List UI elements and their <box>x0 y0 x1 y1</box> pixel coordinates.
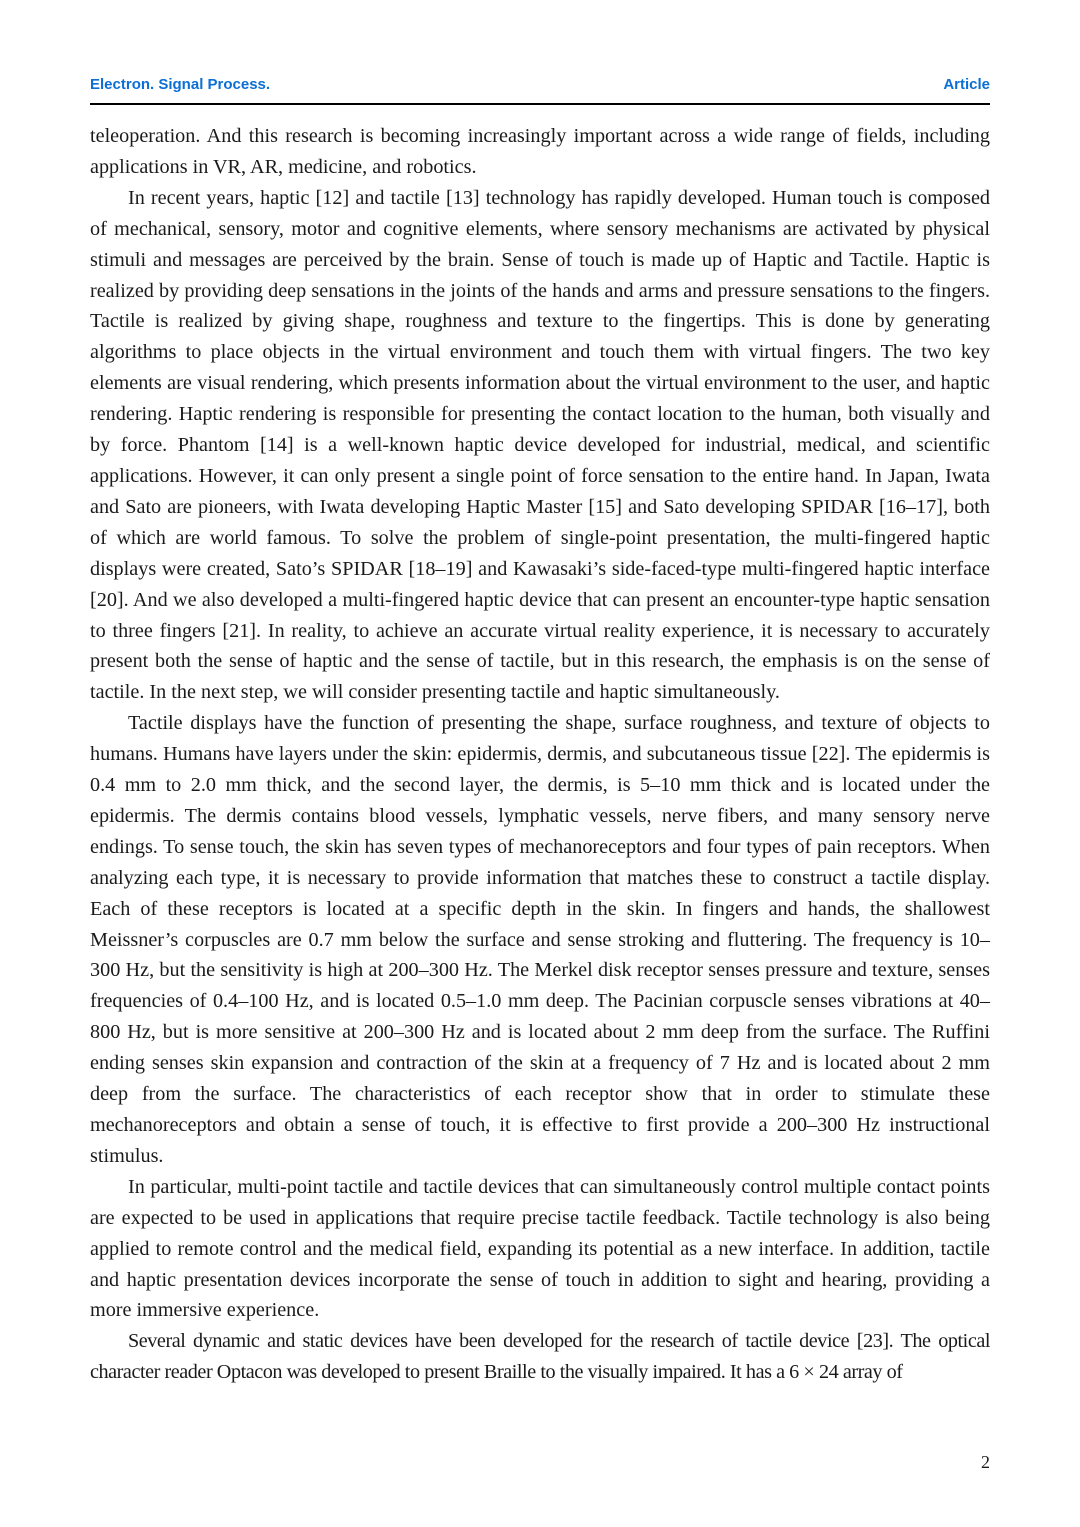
header-rule <box>90 103 990 105</box>
paragraph-tactile-displays: Tactile displays have the function of presenting the shape, surface roughness, and texture of objects to humans. Humans have layers under the skin: epidermis, dermis, and subcutaneous tissue [22]. The epidermis is 0.4 mm to 2.0 mm thick, and the second layer, the dermis, is 5–10 mm thick and is located under the epidermis. The dermis contains blood vessels, lymphatic vessels, nerve fibers, and many sensory nerve endings. To sense touch, the skin has seven types of mechanoreceptors and four types of pain receptors. When analyzing each type, it is necessary to provide information that matches these to construct a tactile display. Each of these receptors is located at a specific depth in the skin. In fingers and hands, the shallowest Meissner’s corpuscles are 0.7 mm below the surface and sense stroking and fluttering. The frequency is 10–300 Hz, but the sensitivity is high at 200–300 Hz. The Merkel disk receptor senses pressure and texture, senses frequencies of 0.4–100 Hz, and is located 0.5–1.0 mm deep. The Pacinian corpuscle senses vibrations at 40–800 Hz, but is more sensitive at 200–300 Hz and is located about 2 mm deep from the surface. The Ruffini ending senses skin expansion and contraction of the skin at a frequency of 7 Hz and is located about 2 mm deep from the surface. The characteristics of each receptor show that in order to stimulate these mechanoreceptors and obtain a sense of touch, it is effective to first provide a 200–300 Hz instructional stimulus. <box>90 712 990 1167</box>
page-number: 2 <box>981 1452 990 1472</box>
running-header <box>90 76 990 98</box>
paragraph-devices-optacon: Several dynamic and static devices have been developed for the research of tactile device [23]. The optical character reader Optacon was developed to present Braille to the visually impaired. It has a 6 × 24 array of <box>90 1330 990 1384</box>
paragraph-haptic-tactile-history: In recent years, haptic [12] and tactile [13] technology has rapidly developed. Human touch is composed of mechanical, sensory, motor and cognitive elements, where sensory mechanisms are activated by physical stimuli and messages are perceived by the brain. Sense of touch is made up of Haptic and Tactile. Haptic is realized by providing deep sensations in the joints of the hands and arms and pressure sensations to the fingers. Tactile is realized by giving shape, roughness and texture to the fingertips. This is done by generating algorithms to place objects in the virtual environment and touch them with virtual fingers. The two key elements are visual rendering, which presents information about the virtual environment to the user, and haptic rendering. Haptic rendering is responsible for presenting the contact location to the human, both visually and by force. Phantom [14] is a well-known haptic device developed for industrial, medical, and scientific applications. However, it can only present a single point of force sensation to the entire hand. In Japan, Iwata and Sato are pioneers, with Iwata developing Haptic Master [15] and Sato developing SPIDAR [16–17], both of which are world famous. To solve the problem of single-point presentation, the multi-fingered haptic displays were created, Sato’s SPIDAR [18–19] and Kawasaki’s side-faced-type multi-fingered haptic interface [20]. And we also developed a multi-fingered haptic device that can present an encounter-type haptic sensation to three fingers [21]. In reality, to achieve an accurate virtual reality experience, it is necessary to accurately present both the sense of haptic and the sense of tactile, but in this research, the emphasis is on the sense of tactile. In the next step, we will consider presenting tactile and haptic simultaneously. <box>90 186 990 704</box>
journal-name: Electron. Signal Process. <box>90 76 271 93</box>
main-text <box>90 121 990 1388</box>
paragraph-continuation: teleoperation. And this research is becoming increasingly important across a wide range of fields, including applications in VR, AR, medicine, and robotics. <box>90 125 990 178</box>
paragraph-multipoint-tactile: In particular, multi-point tactile and tactile devices that can simultaneously control multiple contact points are expected to be used in applications that require precise tactile feedback. Tactile technology is also being applied to remote control and the medical field, expanding its potential as a new interface. In addition, tactile and haptic presentation devices incorporate the sense of touch in addition to sight and hearing, providing a more immersive experience. <box>90 1175 990 1322</box>
article-type-label: Article <box>943 76 990 93</box>
